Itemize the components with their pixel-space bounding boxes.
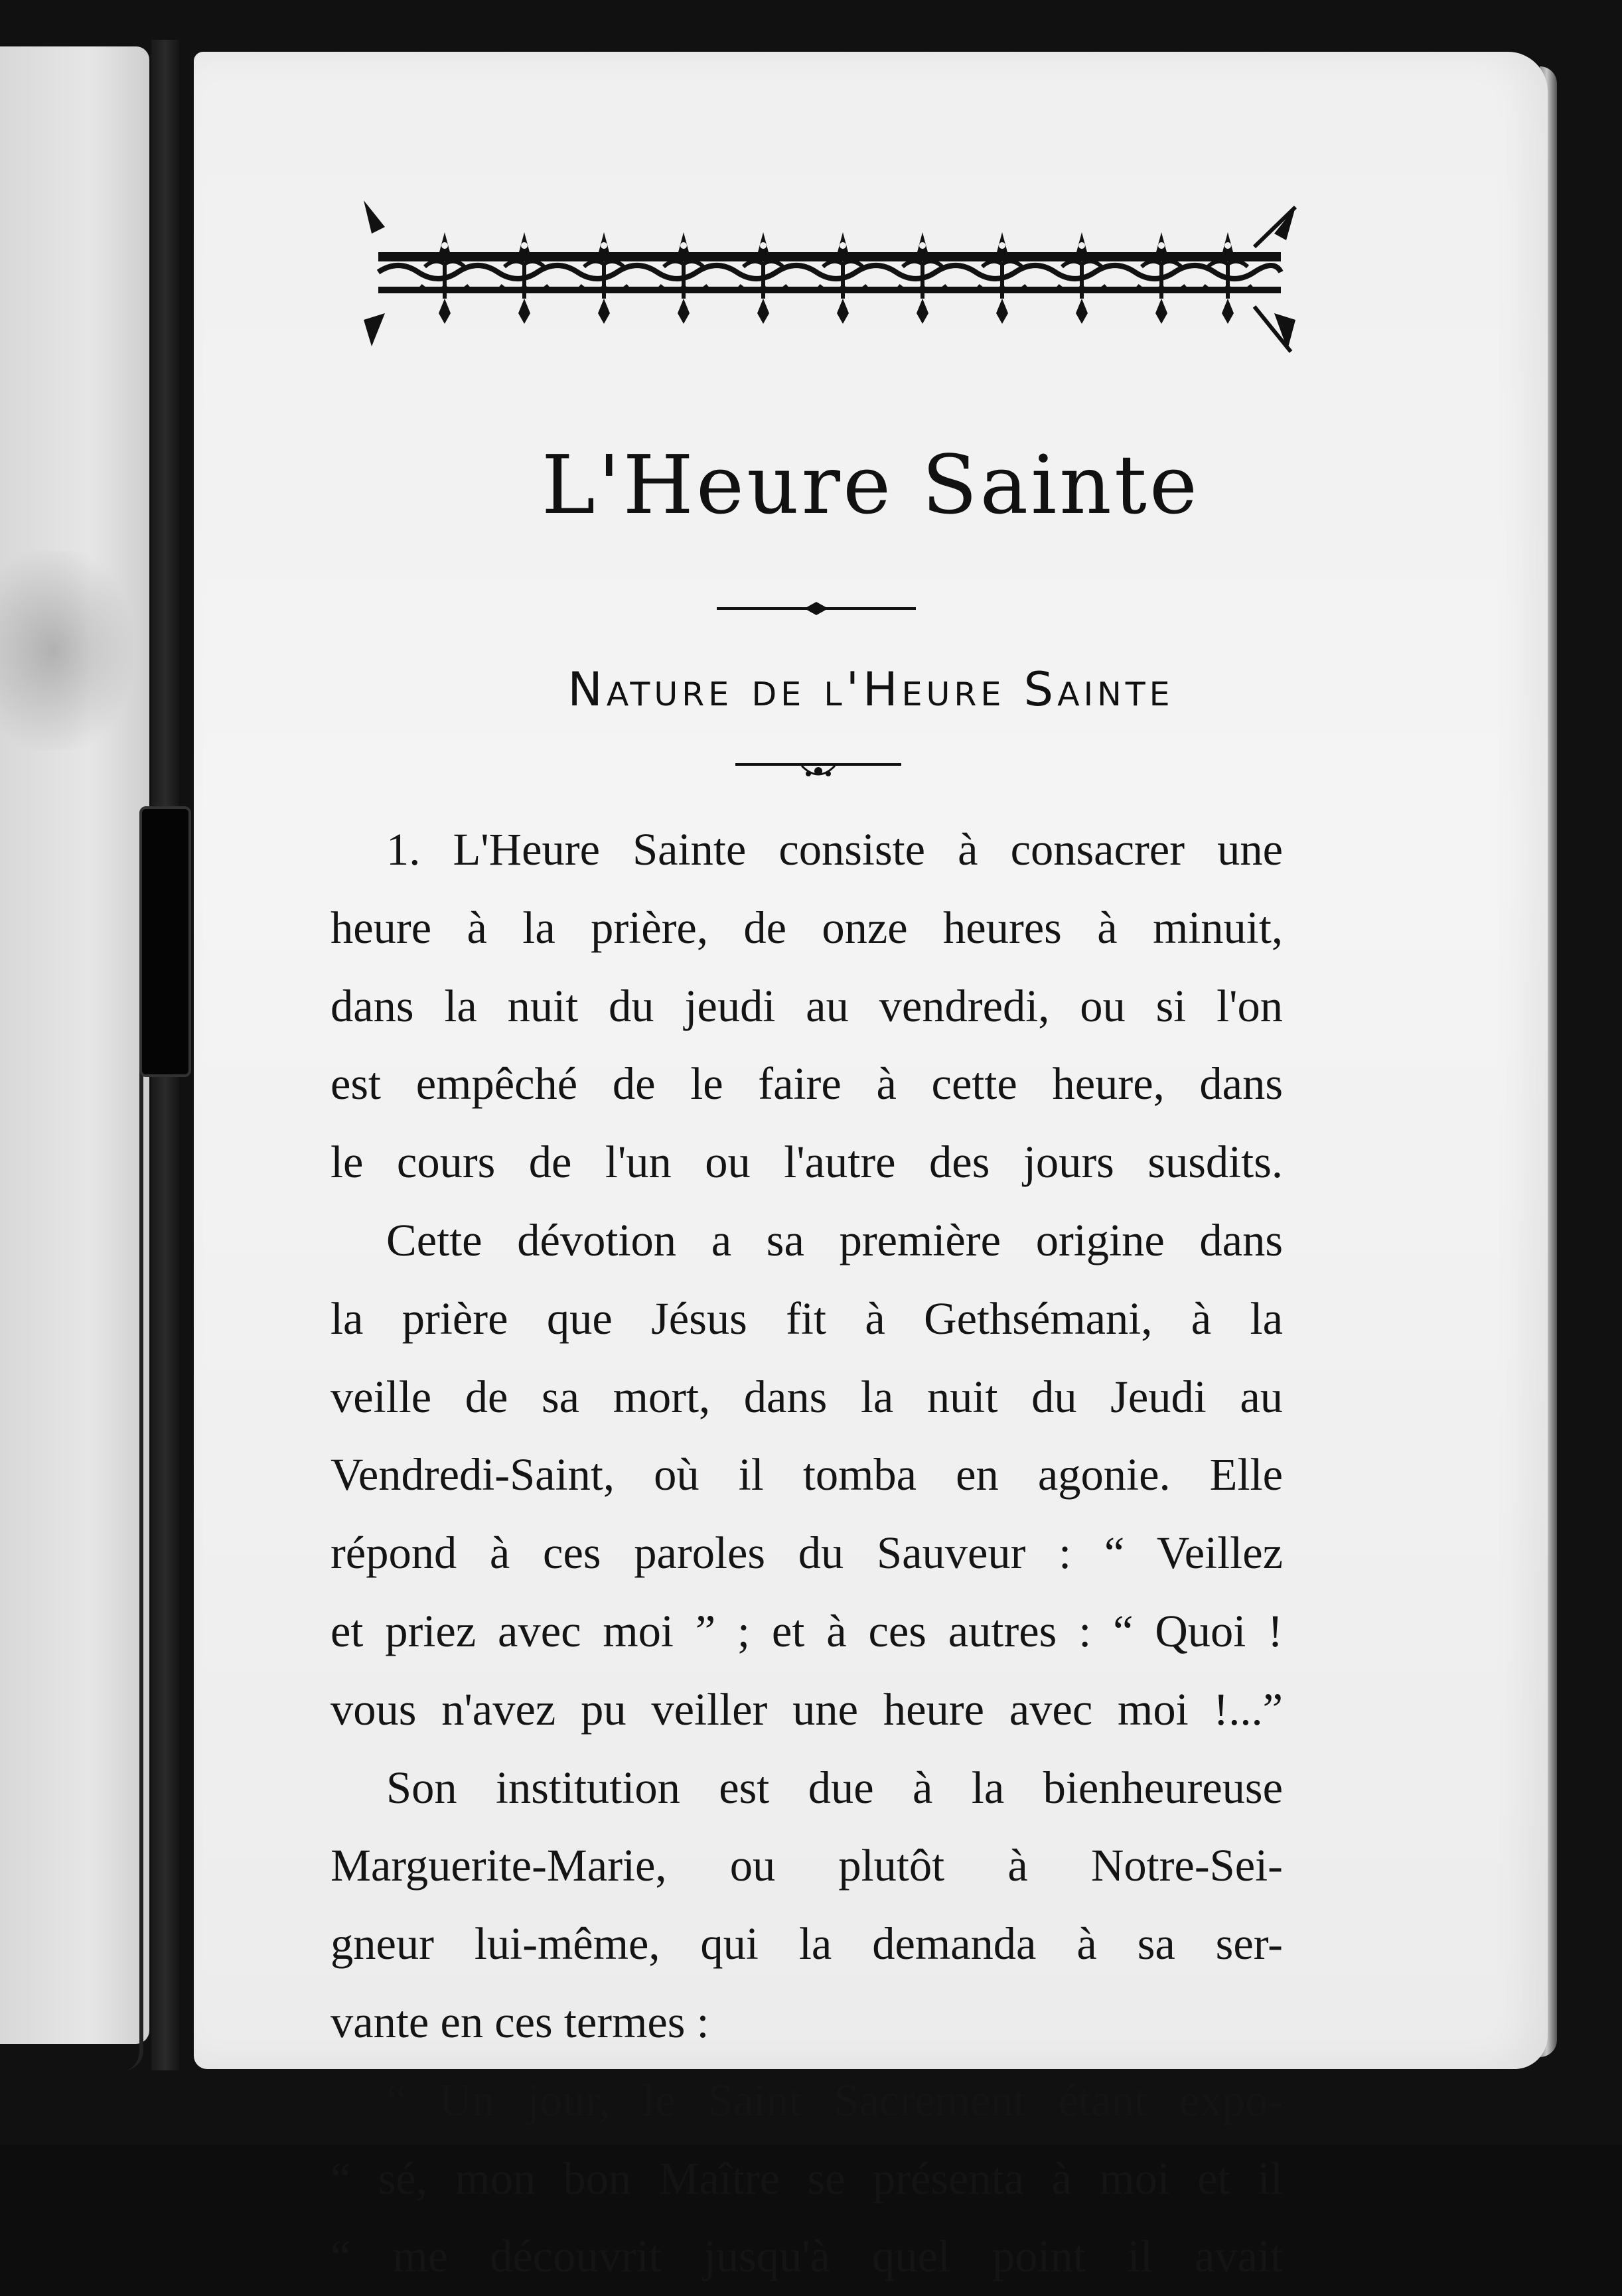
text-line: répond à ces paroles du Sauveur : “ Veillez — [331, 1528, 1283, 1579]
title-divider-rule — [717, 601, 916, 616]
left-facing-page — [0, 46, 149, 2044]
text-line: 1. L'Heure Sainte consiste à consacrer une — [386, 824, 1283, 875]
text-line: et priez avec moi ” ; et à ces autres : “ Quoi ! — [331, 1605, 1283, 1656]
text-line: heure à la prière, de onze heures à minuit, — [331, 902, 1283, 953]
ornamental-header-band — [358, 187, 1301, 366]
text-line: le cours de l'un ou l'autre des jours susdits. — [331, 1137, 1283, 1188]
text-line: vous n'avez pu veiller une heure avec moi !...” — [331, 1684, 1283, 1735]
text-line: est empêché de le faire à cette heure, dans — [331, 1058, 1283, 1110]
text-line: veille de sa mort, dans la nuit du Jeudi au — [331, 1371, 1283, 1422]
text-line: Son institution est due à la bienheureuse — [386, 1762, 1283, 1813]
text-line: Cette dévotion a sa première origine dans — [386, 1214, 1283, 1265]
text-line: “ sé, mon bon Maître se présenta à moi et il — [331, 2153, 1283, 2204]
text-line: Vendredi-Saint, où il tomba en agonie. Elle — [331, 1449, 1283, 1500]
section-divider-rule — [735, 756, 901, 783]
text-line: dans la nuit du jeudi au vendredi, ou si l'on — [331, 980, 1283, 1031]
body-text — [331, 811, 1283, 2296]
text-line: gneur lui-même, qui la demanda à sa ser- — [331, 1918, 1283, 1970]
text-line: Marguerite-Marie, ou plutôt à Notre-Sei- — [331, 1840, 1283, 1891]
text-line: “ me découvrit jusqu'à quel point il avait — [331, 2231, 1283, 2282]
left-page-edge — [60, 975, 143, 2070]
text-line: la prière que Jésus fit à Gethsémani, à la — [331, 1293, 1283, 1344]
text-line: “ Un jour, le Saint Sacrement étant expo- — [386, 2074, 1283, 2125]
page-title: L'Heure Sainte — [541, 438, 1201, 532]
text-line: vante en ces termes : — [331, 1996, 709, 2047]
water-stain — [0, 551, 133, 750]
section-heading: Nature de l'Heure Sainte — [567, 662, 1174, 717]
binding-clip — [139, 806, 191, 1077]
